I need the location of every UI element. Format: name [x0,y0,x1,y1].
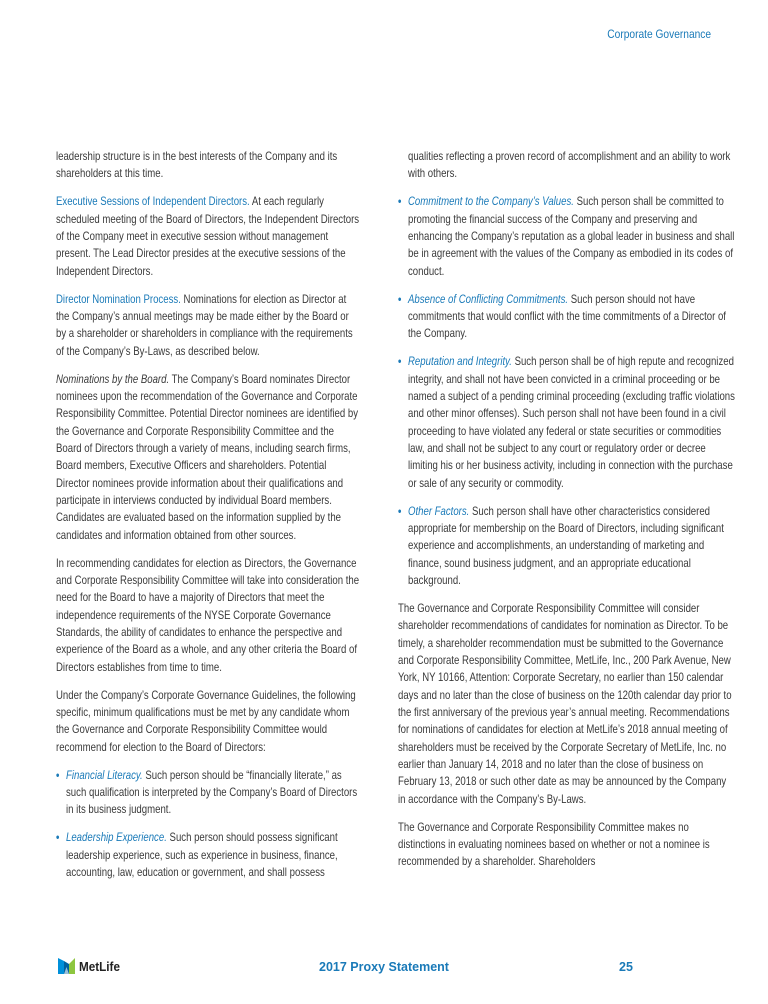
bullet-item [56,767,361,819]
bullet-icon: • [398,503,402,518]
paragraph-heading: Nominations by the Board. [56,371,170,386]
paragraph [56,371,361,544]
section-header: Corporate Governance [607,27,711,41]
bullet-heading: Other Factors. [408,503,470,518]
bullet-item [398,193,736,280]
document-title: 2017 Proxy Statement [319,960,449,974]
paragraph-heading: Director Nomination Process. [56,291,181,306]
paragraph [56,193,361,280]
bullet-heading: Commitment to the Company’s Values. [408,194,574,209]
bullet-item [398,503,736,590]
paragraph-text: At each regularly scheduled meeting of the Board of Directors, the Independent Directors of the Company meet in executive session without management present. The Lead Director presides at the executive sessions of the Independent Directors. [56,194,360,278]
bullet-icon: • [398,194,402,209]
paragraph [398,600,736,808]
paragraph [56,148,361,183]
bullet-text: Such person should be “financially literate,” as such qualification is interpreted by the Company’s Board of Directors in its business judgment. [66,767,358,817]
paragraph [56,555,361,676]
bullet-text: Such person shall be committed to promoting the financial success of the Company and preserving and enhancing the Company’s reputation as a global leader in business and shall be in agreement with the values of the Company as embodied in its codes of conduct. [408,194,735,278]
left-column [56,148,361,892]
paragraph-text: Under the Company’s Corporate Governance Guidelines, the following specific, minimum qualifications must be met by any candidate whom the Governance and Corporate Responsibility Committee would recommend for election to the Board of Directors: [56,687,356,754]
bullet-icon: • [56,767,60,782]
paragraph-heading: Executive Sessions of Independent Directors. [56,194,250,209]
right-column [398,148,736,881]
bullet-heading: Absence of Conflicting Commitments. [408,291,569,306]
bullet-text: qualities reflecting a proven record of accomplishment and an ability to work with others. [408,149,731,181]
bullet-text: Such person should not have commitments that would conflict with the time commitments of a Director of the Company. [408,291,726,341]
paragraph [398,819,736,871]
bullet-icon: • [56,830,60,845]
bullet-icon: • [398,291,402,306]
bullet-text: Such person shall have other characteristics considered appropriate for membership on the Board of Directors, including significant experience and accomplishments, an understanding of marketing and finance, sound business judgment, and an appropriate educational background. [408,503,724,587]
bullet-icon: • [398,354,402,369]
page-footer [0,958,768,982]
logo-text: MetLife [79,958,120,974]
paragraph-text: In recommending candidates for election as Directors, the Governance and Corporate Responsibility Committee will take into consideration the need for the Board to have a majority of Directors that meet the independence requirements of the NYSE Corporate Governance Standards, the ability of candidates to enhance the perspective and experience of the Board as a whole, and any other criteria the Board of Directors establishes from time to time. [56,555,360,674]
paragraph [56,291,361,360]
page-number: 25 [619,960,633,974]
bullet-text: Such person should possess significant leadership experience, such as experience in business, finance, accounting, law, education or government, and shall possess [66,830,338,879]
bullet-text: Such person shall be of high repute and recognized integrity, and shall not have been convicted in a criminal proceeding or be named a subject of a pending criminal proceeding (excluding traffic violations and other minor offenses). Such person shall not have been found in a civil proceeding to have violated any federal or state securities or commodities law, and shall not be subject to any court or regulatory order or decree limiting his or her business activity, including in connection with the purchase or sale of any security or commodity. [408,354,735,490]
bullet-item [398,291,736,343]
bullet-continuation [398,148,736,183]
bullet-item [398,353,736,492]
bullet-item [56,829,361,881]
paragraph-text: The Governance and Corporate Responsibility Committee will consider shareholder recommendations of candidates for nomination as Director. To be timely, a shareholder recommendation must be submitted to the Governance and Corporate Responsibility Committee, MetLife, Inc., 200 Park Avenue, New York, NY 10166, Attention: Corporate Secretary, no earlier than 150 calendar days and no later than the close of business on the 120th calendar day prior to the first anniversary of the previous year’s annual meeting. Recommendations for nominations of candidates for election at MetLife’s 2018 annual meeting of shareholders must be received by the Corporate Secretary of MetLife, Inc. no earlier than January 14, 2018 and no later than the close of business on February 13, 2018 or such other date as may be announced by the Company in accordance with the Company’s By-Laws. [398,600,732,806]
paragraph-text: leadership structure is in the best interests of the Company and its shareholders at this time. [56,149,338,181]
paragraph [56,687,361,756]
bullet-heading: Financial Literacy. [66,767,143,782]
paragraph-text: The Governance and Corporate Responsibility Committee makes no distinctions in evaluating nominees based on whether or not a nominee is recommended by a shareholder. Shareholders [398,819,710,869]
paragraph-text: Nominations for election as Director at the Company’s annual meetings may be made either by the Board or by a shareholder or shareholders in compliance with the requirements of the Company’s By-Laws, as described below. [56,291,353,358]
bullet-heading: Leadership Experience. [66,830,167,845]
paragraph-text: The Company’s Board nominates Director nominees upon the recommendation of the Governance and Corporate Responsibility Committee. Potential Director nominees are identified by the Governance and Corporate Responsibility Committee and the Board of Directors through a variety of means, including search firms, Board members, Executive Officers and shareholders. Potential Director nominees provide information about their qualifications and participate in interviews conducted by individual Board members. Candidates are evaluated based on the information supplied by the candidates and information obtained from other sources. [56,371,359,542]
bullet-heading: Reputation and Integrity. [408,354,512,369]
